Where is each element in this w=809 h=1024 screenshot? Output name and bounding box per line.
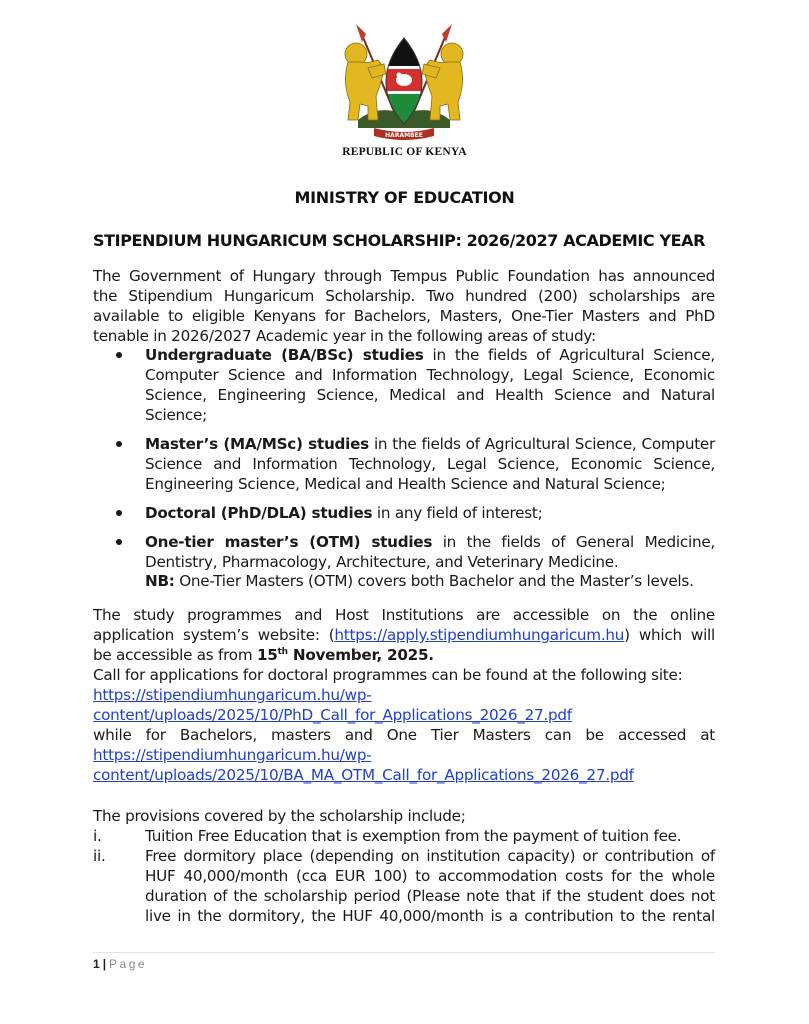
motto-text: HARAMBEE bbox=[385, 132, 423, 139]
intro-line: available to eligible Kenyans for Bachelors, Masters, One-Tier Masters and PhD bbox=[93, 307, 715, 325]
item-text: Free dormitory place (depending on institution capacity) or contribution of HUF 40,000/month (cca EUR 100) to accommodation costs for the whole duration of the scholarship period (Please note that if the student does not live in the dormitory, the HUF 40,000/month is a contribution to the rental bbox=[145, 847, 715, 925]
footer-separator: | bbox=[102, 957, 107, 971]
study-level: Doctoral (PhD/DLA) studies bbox=[145, 504, 373, 522]
provisions-intro: The provisions covered by the scholarship include; bbox=[93, 807, 466, 825]
open-date-suffix: th bbox=[277, 646, 288, 657]
intro-line: tenable in 2026/2027 Academic year in the following areas of study: bbox=[93, 327, 596, 345]
item-text: Tuition Free Education that is exemption from the payment of tuition fee. bbox=[145, 827, 682, 845]
page-label: Page bbox=[109, 957, 148, 971]
phd-call-link[interactable] bbox=[93, 685, 572, 725]
page-number: 1 bbox=[93, 957, 100, 971]
bullet-icon bbox=[116, 539, 122, 545]
item-number: i. bbox=[93, 827, 102, 845]
nb-note bbox=[145, 571, 725, 591]
ba-link-line: https://stipendiumhungaricum.hu/wp- bbox=[93, 746, 372, 764]
republic-heading: REPUBLIC OF KENYA bbox=[342, 146, 467, 158]
list-item bbox=[93, 846, 715, 926]
page-footer bbox=[93, 957, 147, 971]
phd-link-line: https://stipendiumhungaricum.hu/wp- bbox=[93, 686, 372, 704]
study-fields: in the fields of Agricultural Science, Computer Science and Information Technology, Legal Science, Economic Science, Engineering Science, Medical and Health Science and Natural Science; bbox=[145, 346, 715, 424]
application-text: The study programmes and Host Institutions are accessible on the online application system’s website: ( bbox=[93, 606, 715, 644]
study-areas-list bbox=[114, 345, 715, 581]
bullet-icon bbox=[116, 441, 122, 447]
ba-intro: while for Bachelors, masters and One Tier Masters can be accessed at bbox=[93, 726, 715, 744]
ministry-heading: MINISTRY OF EDUCATION bbox=[294, 188, 515, 207]
application-paragraph bbox=[93, 605, 715, 785]
study-fields: in the fields of General Medicine, Dentistry, Pharmacology, Architecture, and Veterinary Medicine. bbox=[145, 533, 715, 571]
phd-intro: Call for applications for doctoral programmes can be found at the following site: bbox=[93, 666, 683, 684]
bullet-icon bbox=[116, 352, 122, 358]
open-date bbox=[257, 646, 434, 664]
study-level: One-tier master’s (OTM) studies bbox=[145, 533, 433, 551]
open-date-day: 15 bbox=[256, 646, 278, 664]
ba-ma-otm-call-link[interactable] bbox=[93, 745, 634, 785]
application-text: ) which will be accessible as from bbox=[93, 626, 715, 664]
nb-text: One-Tier Masters (OTM) covers both Bachelor and the Master’s levels. bbox=[174, 572, 694, 590]
study-level: Undergraduate (BA/BSc) studies bbox=[145, 346, 424, 364]
intro-paragraph bbox=[93, 266, 715, 346]
portal-link[interactable]: https://apply.stipendiumhungaricum.hu bbox=[334, 626, 625, 644]
study-fields: in the fields of Agricultural Science, Computer Science and Information Technology, Legal Science, Economic Science, Engineering Science, Medical and Health Science and Natural Science; bbox=[145, 435, 715, 493]
list-item bbox=[114, 532, 715, 572]
study-level: Master’s (MA/MSc) studies bbox=[145, 435, 369, 453]
list-item bbox=[114, 434, 715, 494]
bullet-icon bbox=[116, 510, 122, 516]
phd-link-line: content/uploads/2025/10/PhD_Call_for_Applications_2026_27.pdf bbox=[93, 706, 572, 724]
document-title: STIPENDIUM HUNGARICUM SCHOLARSHIP: 2026/2027 ACADEMIC YEAR bbox=[93, 231, 706, 250]
nb-label: NB: bbox=[145, 572, 175, 590]
item-number: ii. bbox=[93, 847, 106, 865]
kenya-coat-of-arms-logo bbox=[338, 24, 470, 142]
list-item bbox=[114, 503, 715, 523]
footer-divider bbox=[93, 952, 715, 953]
intro-line: the Stipendium Hungaricum Scholarship. Two hundred (200) scholarships are bbox=[93, 287, 715, 305]
provisions-list bbox=[93, 826, 715, 926]
list-item bbox=[114, 345, 715, 425]
intro-line: The Government of Hungary through Tempus Public Foundation has announced bbox=[93, 267, 715, 285]
list-item bbox=[93, 826, 715, 846]
study-fields: in any field of interest; bbox=[372, 504, 543, 522]
ba-link-line: content/uploads/2025/10/BA_MA_OTM_Call_for_Applications_2026_27.pdf bbox=[93, 766, 634, 784]
open-date-rest: November, 2025. bbox=[287, 646, 434, 664]
